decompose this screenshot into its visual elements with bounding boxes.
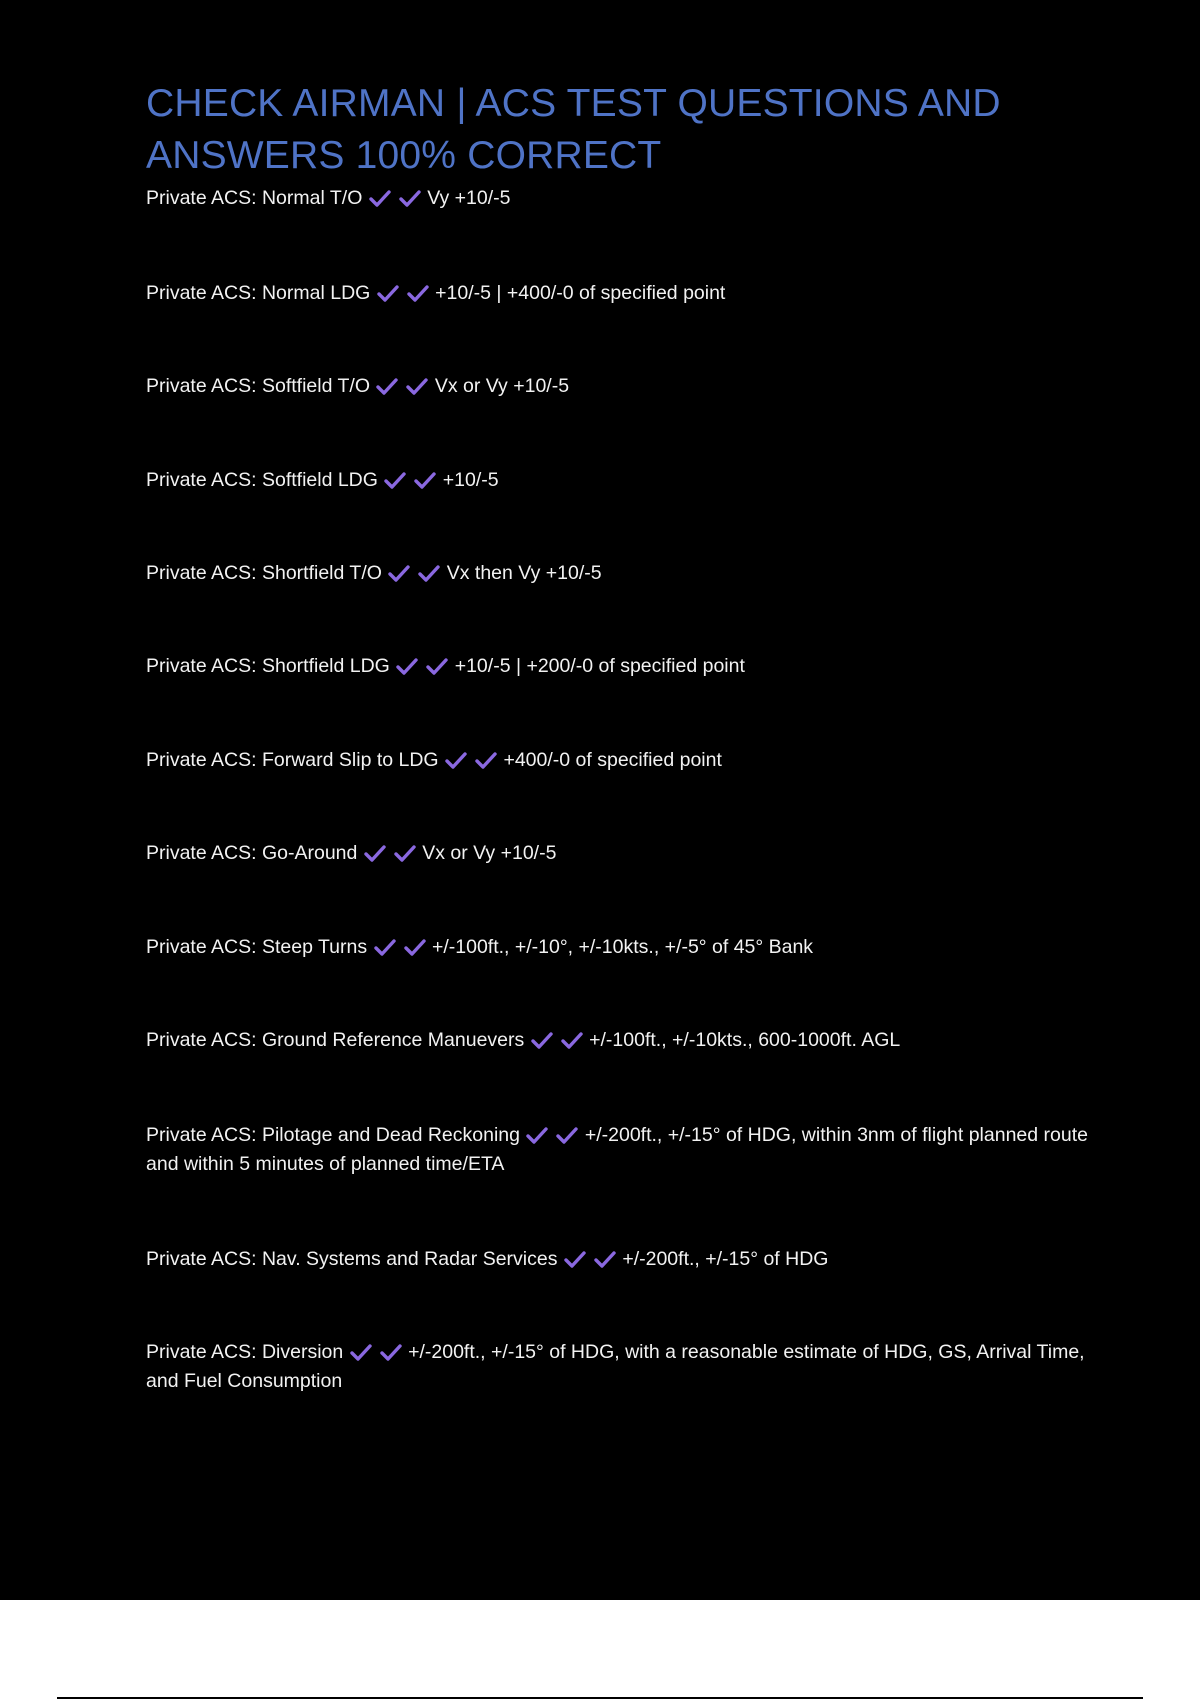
check-icon: [376, 284, 400, 302]
answer-text: +400/-0 of specified point: [503, 749, 722, 771]
check-icon: [387, 564, 411, 582]
qa-item: [146, 1121, 1096, 1179]
qa-item: [146, 1026, 1096, 1055]
check-icon: [474, 751, 498, 769]
qa-item: [146, 746, 1096, 775]
check-icon: [398, 189, 422, 207]
check-icon: [406, 284, 430, 302]
answer-text: +10/-5 | +200/-0 of specified point: [454, 655, 745, 677]
answer-text: Vx or Vy +10/-5: [422, 842, 557, 864]
check-icon: [530, 1031, 554, 1049]
answer-text: +/-100ft., +/-10°, +/-10kts., +/-5° of 45° Bank: [431, 936, 814, 958]
question-text: Private ACS: Softfield LDG: [146, 469, 378, 491]
qa-item: [146, 652, 1096, 681]
check-icon: [383, 471, 407, 489]
check-icon: [393, 844, 417, 862]
question-text: Private ACS: Go-Around: [146, 842, 358, 864]
answer-text: +10/-5: [442, 469, 499, 491]
question-text: Private ACS: Forward Slip to LDG: [146, 749, 439, 771]
answer-text: +/-200ft., +/-15° of HDG, within 3nm of flight planned route and within 5 minutes of planned time/ETA: [146, 1124, 1088, 1175]
qa-item: [146, 1245, 1096, 1274]
check-icon: [405, 377, 429, 395]
check-icon: [373, 938, 397, 956]
answer-text: +/-200ft., +/-15° of HDG: [622, 1248, 829, 1270]
answer-text: +/-200ft., +/-15° of HDG, with a reasonable estimate of HDG, GS, Arrival Time, and Fuel Consumption: [146, 1341, 1085, 1392]
qa-item: [146, 839, 1096, 868]
question-text: Private ACS: Pilotage and Dead Reckoning: [146, 1124, 520, 1146]
answer-text: Vy +10/-5: [427, 187, 511, 209]
check-icon: [379, 1343, 403, 1361]
qa-item: [146, 933, 1096, 962]
answer-text: Vx then Vy +10/-5: [446, 562, 602, 584]
qa-item: [146, 279, 1096, 308]
question-text: Private ACS: Softfield T/O: [146, 375, 370, 397]
question-text: Private ACS: Shortfield T/O: [146, 562, 382, 584]
check-icon: [368, 189, 392, 207]
check-icon: [444, 751, 468, 769]
answer-text: +/-100ft., +/-10kts., 600-1000ft. AGL: [589, 1029, 901, 1051]
qa-item: [146, 372, 1096, 401]
qa-item: [146, 559, 1096, 588]
question-text: Private ACS: Steep Turns: [146, 936, 368, 958]
check-icon: [417, 564, 441, 582]
document-title: CHECK AIRMAN | ACS TEST QUESTIONS AND ANSWERS 100% CORRECT: [146, 82, 1001, 177]
question-text: Private ACS: Normal LDG: [146, 282, 371, 304]
qa-item: [146, 1338, 1096, 1396]
qa-item: [146, 466, 1096, 495]
check-icon: [413, 471, 437, 489]
check-icon: [349, 1343, 373, 1361]
page-bottom-rule: [57, 1697, 1143, 1699]
answer-text: Vx or Vy +10/-5: [434, 375, 570, 397]
check-icon: [563, 1250, 587, 1268]
check-icon: [403, 938, 427, 956]
check-icon: [560, 1031, 584, 1049]
check-icon: [593, 1250, 617, 1268]
question-text: Private ACS: Normal T/O: [146, 187, 363, 209]
question-text: Private ACS: Diversion: [146, 1341, 344, 1363]
check-icon: [525, 1126, 549, 1144]
question-text: Private ACS: Nav. Systems and Radar Services: [146, 1248, 558, 1270]
check-icon: [425, 657, 449, 675]
question-text: Private ACS: Ground Reference Manuevers: [146, 1029, 525, 1051]
check-icon: [363, 844, 387, 862]
question-text: Private ACS: Shortfield LDG: [146, 655, 390, 677]
check-icon: [375, 377, 399, 395]
answer-text: +10/-5 | +400/-0 of specified point: [435, 282, 726, 304]
check-icon: [555, 1126, 579, 1144]
check-icon: [395, 657, 419, 675]
qa-item: [146, 184, 1096, 213]
